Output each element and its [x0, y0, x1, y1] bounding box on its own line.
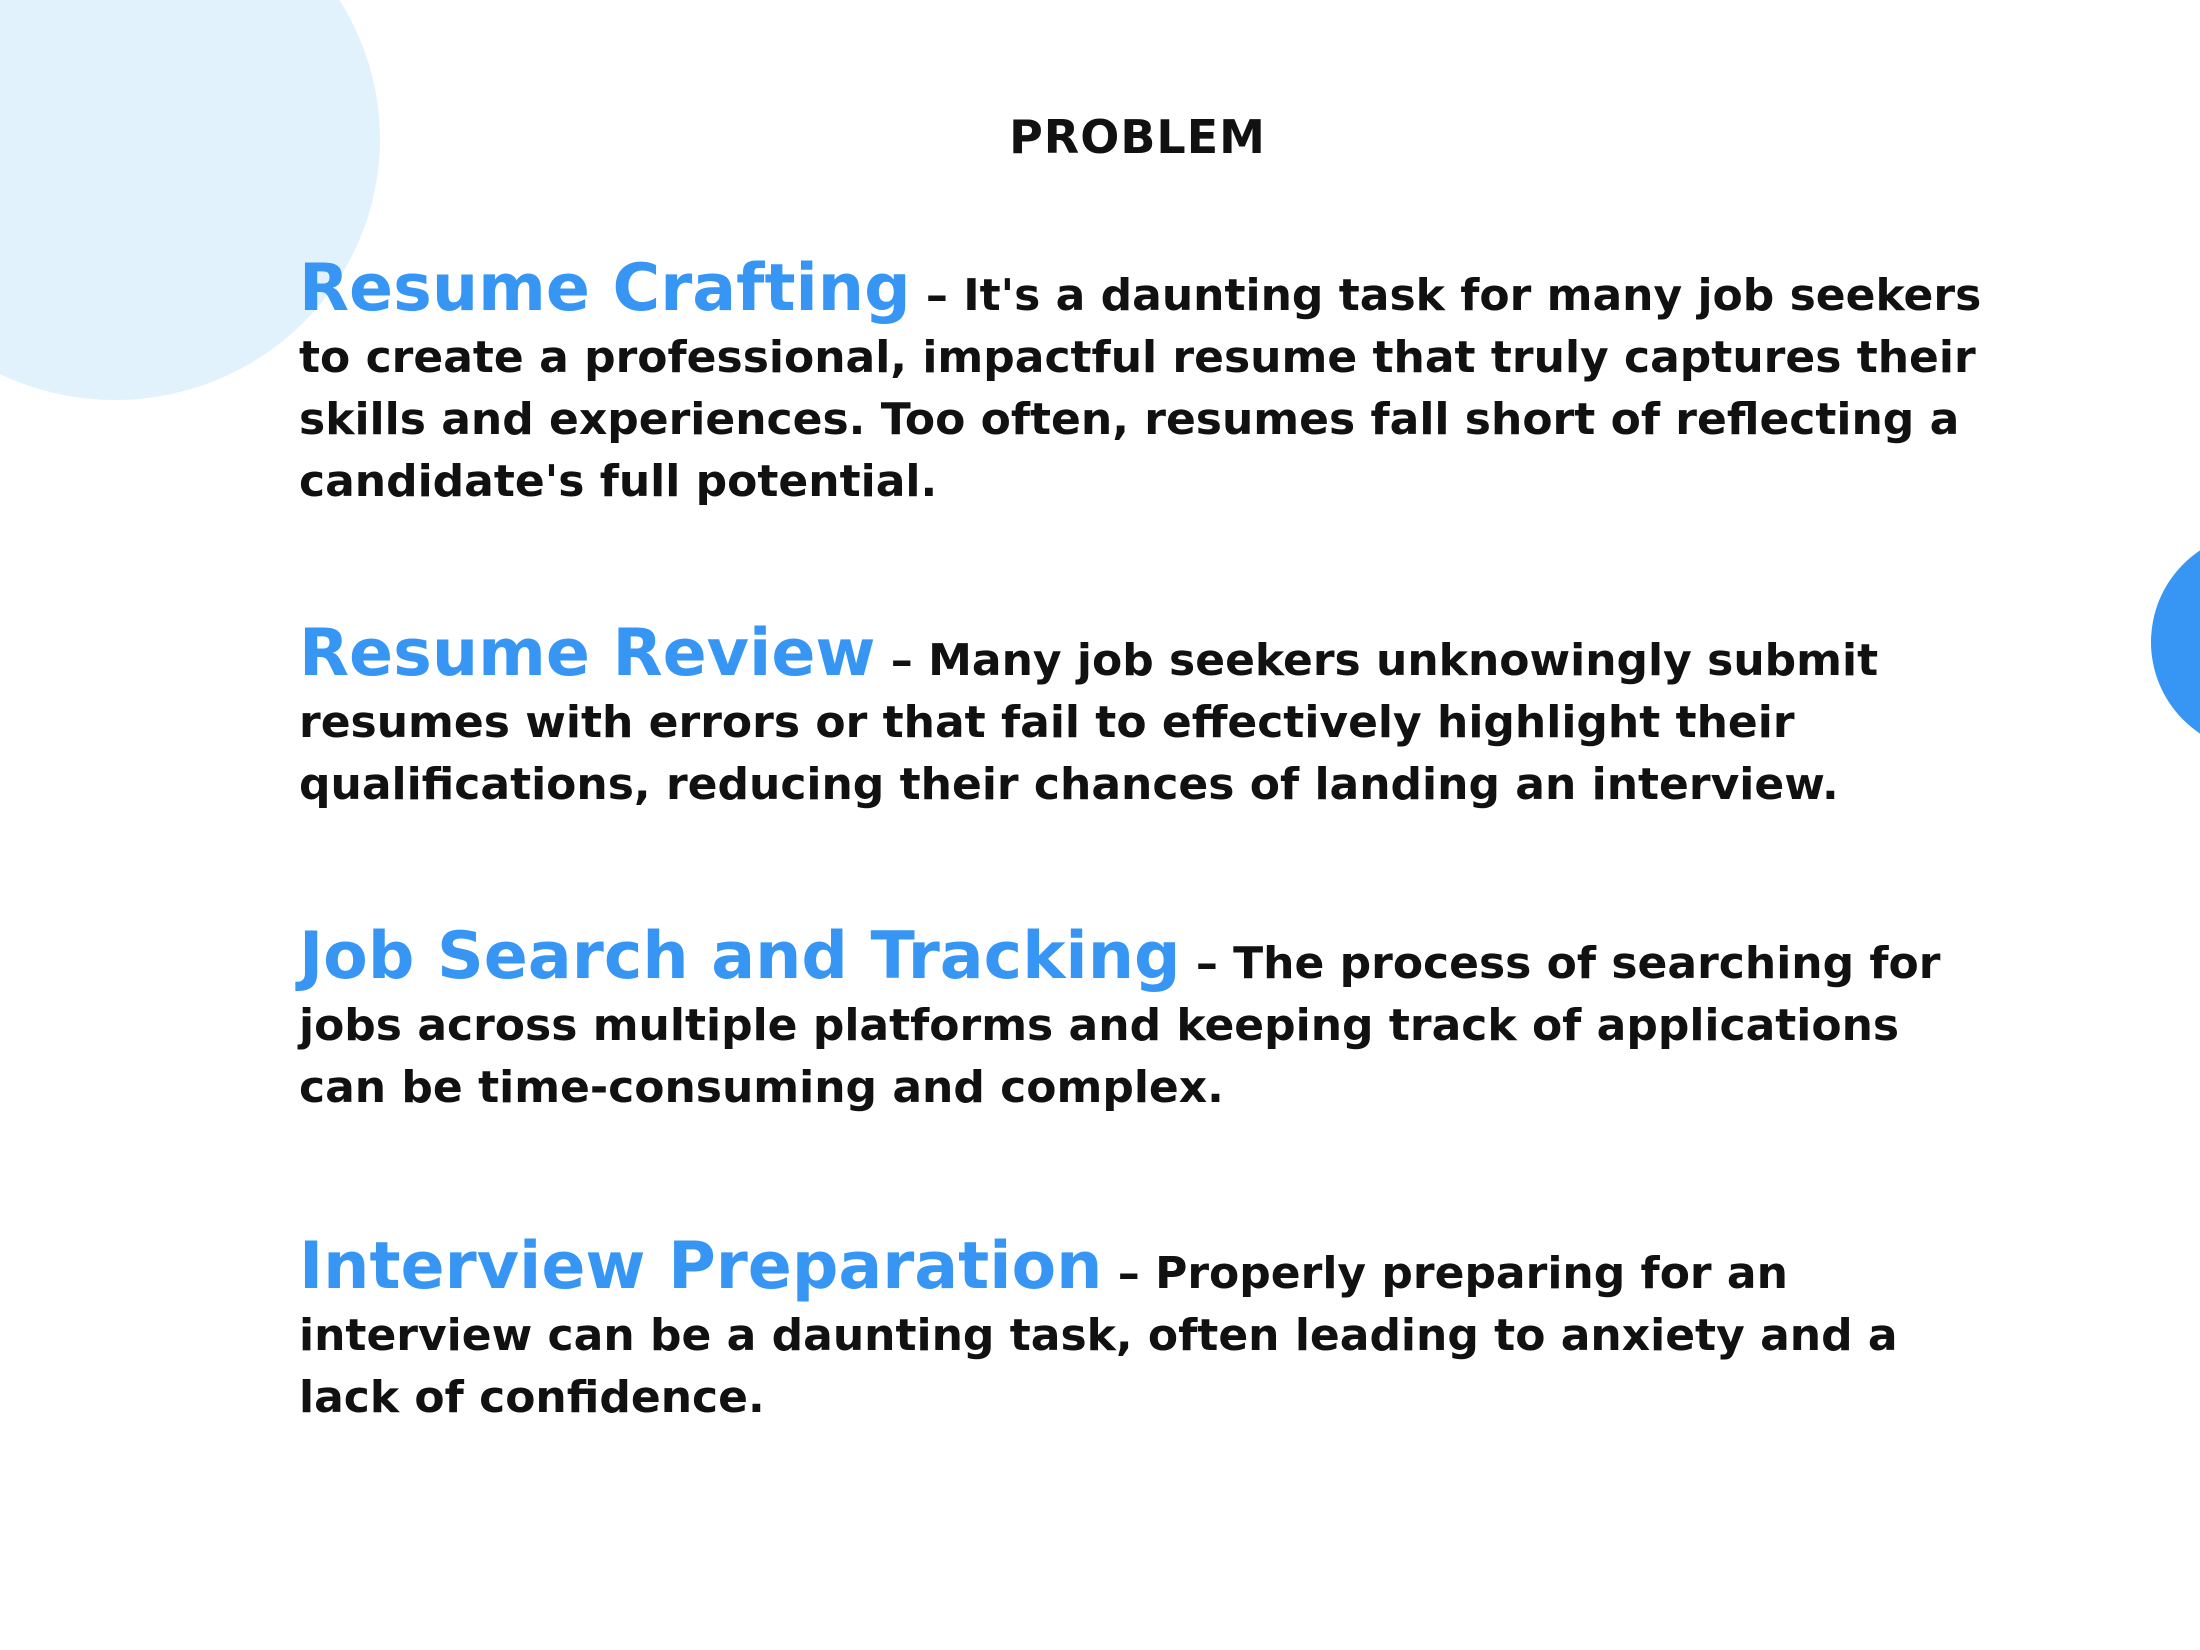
problem-item-resume-review — [299, 616, 1999, 816]
problem-heading: Resume Review — [299, 616, 876, 691]
problem-description: – It's a daunting task for many job seekers to create a professional, impactful resume that truly captures their skills and experiences. Too often, resumes fall short of reflecting a candidate's full potential. — [299, 270, 1982, 507]
problem-list — [299, 251, 1999, 1539]
problem-item-job-search-tracking — [299, 919, 1999, 1119]
problem-item-resume-crafting — [299, 251, 1999, 513]
problem-heading: Interview Preparation — [299, 1229, 1103, 1304]
problem-description: – The process of searching for jobs across multiple platforms and keeping track of applications can be time-consuming and complex. — [299, 938, 1941, 1113]
decorative-circle-blue — [2151, 532, 2200, 752]
problem-heading: Resume Crafting — [299, 251, 911, 326]
problem-heading: Job Search and Tracking — [299, 919, 1181, 994]
problem-description: – Many job seekers unknowingly submit resumes with errors or that fail to effectively highlight their qualifications, reducing their chances of landing an interview. — [299, 635, 1879, 810]
slide-title: PROBLEM — [1009, 110, 1266, 164]
problem-description: – Properly preparing for an interview can be a daunting task, often leading to anxiety and a lack of confidence. — [299, 1248, 1898, 1423]
problem-item-interview-preparation — [299, 1229, 1999, 1429]
